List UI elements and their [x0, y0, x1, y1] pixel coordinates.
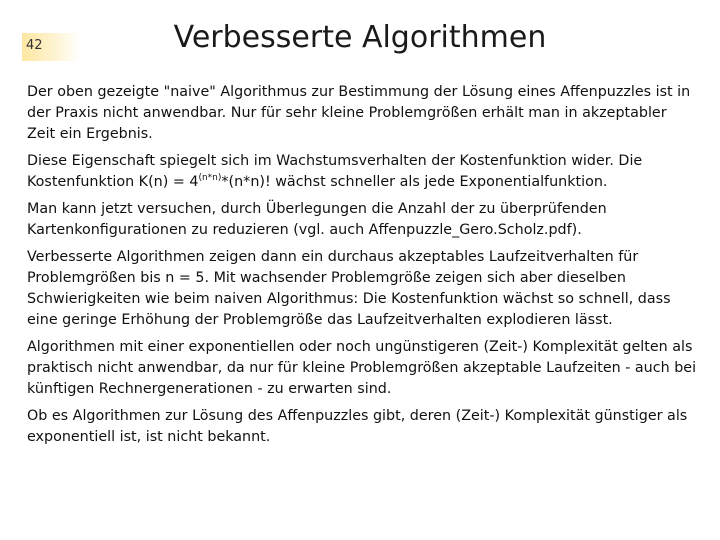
cost-function-text: Diese Eigenschaft spiegelt sich im Wachstumsverhalten der Kostenfunktion wider. Die Kostenfunktion K(n) = 4 [27, 153, 643, 190]
paragraph-cost-function [27, 151, 697, 193]
paragraph-improved-algorithms: Verbesserte Algorithmen zeigen dann ein durchaus akzeptables Laufzeitverhalten für Problemgrößen bis n = 5. Mit wachsender Problemgröße zeigen sich aber dieselben Schwierigkeiten wie beim naiven Algorithmus: Die Kostenfunktion wächst so schnell, dass eine geringe Erhöhung der Problemgröße das Laufzeitverhalten explodieren lässt. [27, 249, 671, 328]
paragraph-exponential-complexity: Algorithmen mit einer exponentiellen oder noch ungünstigeren (Zeit-) Komplexität gelten als praktisch nicht anwendbar, da nur für kleine Problemgrößen akzeptable Laufzeiten - auch bei künftigen Rechnergenerationen - zu erwarten sind. [27, 339, 697, 397]
slide-body [27, 82, 697, 454]
cost-function-text-end: *(n*n)! wächst schneller als jede Exponentialfunktion. [221, 174, 608, 190]
paragraph-reduce-configurations: Man kann jetzt versuchen, durch Überlegungen die Anzahl der zu überprüfenden Kartenkonfigurationen zu reduzieren (vgl. auch Affenpuzzle_Gero.Scholz.pdf). [27, 201, 607, 238]
slide-title: Verbesserte Algorithmen [173, 20, 547, 55]
page-number: 42 [26, 38, 43, 53]
paragraph-open-question: Ob es Algorithmen zur Lösung des Affenpuzzles gibt, deren (Zeit-) Komplexität günstiger als exponentiell ist, ist nicht bekannt. [27, 408, 688, 445]
paragraph-naive-algorithm: Der oben gezeigte "naive" Algorithmus zur Bestimmung der Lösung eines Affenpuzzles ist in der Praxis nicht anwendbar. Nur für sehr kleine Problemgrößen erhält man in akzeptabler Zeit ein Ergebnis. [27, 84, 691, 142]
cost-function-exponent: (n*n) [198, 173, 222, 184]
